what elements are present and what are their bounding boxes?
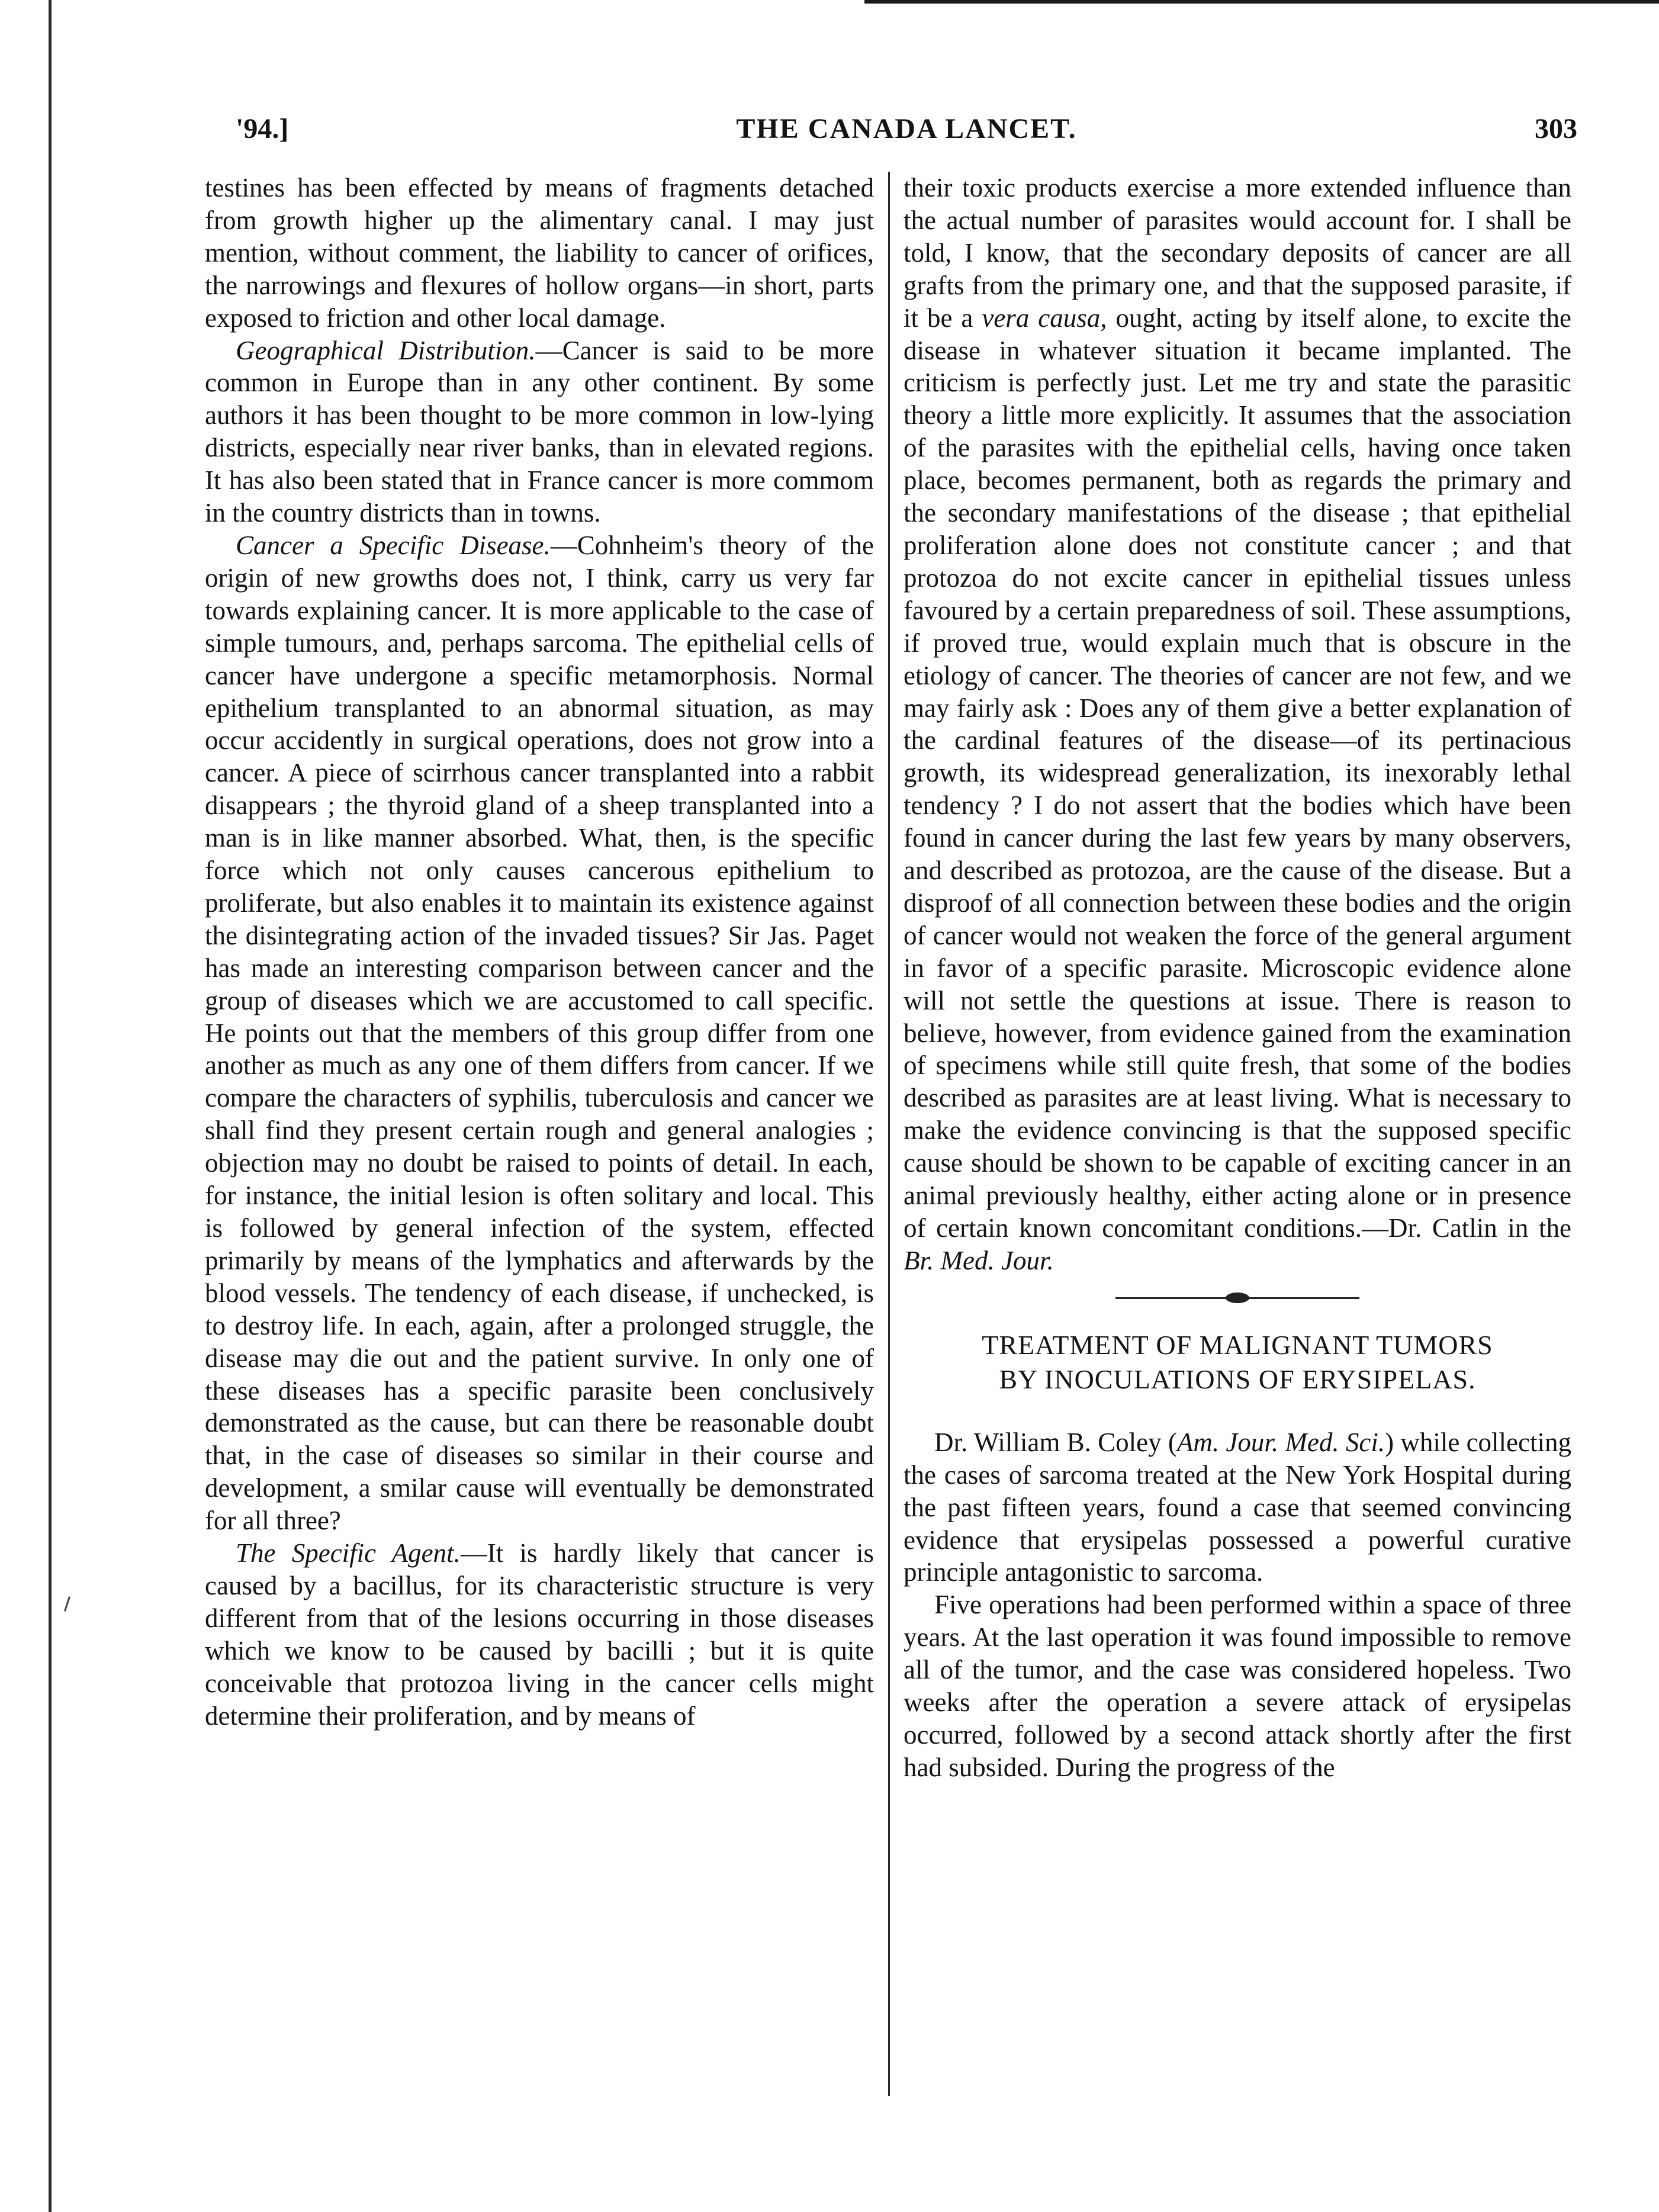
paragraph-specific-disease [205,529,874,1537]
top-rule [864,0,1659,4]
italic-phrase: vera causa, [982,303,1107,333]
paragraph-text: —Cohnheim's theory of the origin of new growths does not, I think, carry us very far towards explaining cancer. It is more applicable to the case of simple tumours, and, perhaps sarcoma. The epithelial cells of cancer have undergone a specific metamorphosis. Normal epithelium transplanted to an abnormal situation, as may occur accidently in surgical operations, does not grow into a cancer. A piece of scirrhous cancer transplanted into a rabbit disappears ; the thyroid gland of a sheep transplanted into a man is in like manner absorbed. What, then, is the specific force which not only causes cancerous epithelium to proliferate, but also enables it to maintain its existence against the disintegrating action of the invaded tissues? Sir Jas. Paget has made an interesting comparison between cancer and the group of diseases which we are accustomed to call specific. He points out that the members of this group differ from one another as much as any one of them differs from cancer. If we compare the characters of syphilis, tuberculosis and cancer we shall find they present certain rough and general analogies ; objection may no doubt be raised to points of detail. In each, for instance, the initial lesion is often solitary and local. This is followed by general infection of the system, effected primarily by means of the lymphatics and afterwards by the blood vessels. The tendency of each disease, if unchecked, is to destroy life. In each, again, after a prolonged struggle, the disease may die out and the patient survive. In only one of these diseases has a specific parasite been conclusively demonstrated as the cause, but can there be reasonable doubt that, in the case of diseases so similar in their course and development, a smilar cause will eventually be demonstrated for all three? [205,530,874,1536]
header-volume: '94.] [236,113,289,144]
article-title-line: TREATMENT OF MALIGNANT TUMORS [982,1329,1493,1360]
ornament-dot [1226,1293,1249,1303]
margin-mark [64,1596,70,1612]
page-edge [49,0,52,2212]
paragraph-text: —Cancer is said to be more common in Europe than in any other continent. By some authors it has been thought to be more common in low-lying districts, especially near river banks, than in elevated regions. It has also been stated that in France cancer is more commom in the country districts than in towns. [205,335,874,528]
column-divider [888,172,890,2096]
running-header [236,112,1577,154]
right-column [904,172,1571,2120]
article-title-line: BY INOCULATIONS OF ERYSIPELAS. [999,1364,1476,1394]
article-title [904,1328,1571,1397]
citation-source: Br. Med. Jour. [904,1245,1054,1275]
paragraph-continued: testines has been effected by means of fragments detached from growth higher up the alimentary canal. I may just mention, without comment, the liability to cancer of orifices, the narrowings and flexures of hollow organs—in short, parts exposed to friction and other local damage. [205,173,874,333]
citation-source: Am. Jour. Med. Sci. [1176,1427,1385,1457]
run-in-heading: The Specific Agent. [236,1538,461,1568]
paragraph-specific-agent [205,1537,874,1732]
paragraph-continued [904,172,1571,1277]
paragraph-text: Dr. William B. Coley ( [934,1427,1177,1457]
paragraph-text: —It is hardly likely that cancer is caused by a bacillus, for its characteristic structure is very different from that of the lesions occurring in those diseases which we know to be caused by bacilli ; but it is quite conceivable that protozoa living in the cancer cells might determine their proliferation, and by means of [205,1538,874,1731]
paragraph-text: ) while collecting the cases of sarcoma treated at the New York Hospital during the past fifteen years, found a case that seemed convincing evidence that erysipelas possessed a powerful curative principle antagonistic to sarcoma. [904,1427,1572,1587]
run-in-heading: Cancer a Specific Disease. [236,530,551,560]
paragraph-geographical-distribution [205,335,874,529]
paragraph-coley [904,1426,1571,1589]
section-divider-ornament [904,1277,1571,1319]
paragraph-text: their toxic products exercise a more extended influence than the actual number of parasites would account for. I shall be told, I know, that the secondary deposits of cancer are all grafts from the primary one, and that the supposed parasite, if it be a [904,173,1571,333]
journal-title: THE CANADA LANCET. [736,113,1077,144]
page-number: 303 [1535,113,1577,144]
paragraph-text: ought, acting by itself alone, to excite the disease in whatever situation it became implanted. The criticism is perfectly just. Let me try and state the parasitic theory a little more explicitly. It assumes that the association of the parasites with the epithelial cells, having once taken place, becomes permanent, both as regards the primary and the secondary manifestations of the disease ; that epithelial proliferation alone does not constitute cancer ; and that protozoa do not excite cancer in epithelial tissues unless favoured by a certain preparedness of soil. These assumptions, if proved true, would explain much that is obscure in the etiology of cancer. The theories of cancer are not few, and we may fairly ask : Does any of them give a better explanation of the cardinal features of the disease—of its pertinacious growth, its widespread generalization, its inexorably lethal tendency ? I do not assert that the bodies which have been found in cancer during the last few years by many observers, and described as protozoa, are the cause of the disease. But a disproof of all connection between these bodies and the origin of cancer would not weaken the force of the general argument in favor of a specific parasite. Microscopic evidence alone will not settle the questions at issue. There is reason to believe, however, from evidence gained from the examination of specimens while still quite fresh, that some of the bodies described as parasites are at least living. What is necessary to make the evidence convincing is that the supposed specific cause should be shown to be capable of exciting cancer in an animal previously healthy, either acting alone or in presence of certain known concomitant conditions.—Dr. Catlin in the [904,303,1572,1243]
left-column [205,172,874,2120]
run-in-heading: Geographical Distribution. [236,335,536,365]
paragraph-operations: Five operations had been performed within a space of three years. At the last operation it was found impossible to remove all of the tumor, and the case was considered hopeless. Two weeks after the operation a severe attack of erysipelas occurred, followed by a second attack shortly after the first had subsided. During the progress of the [904,1590,1571,1782]
